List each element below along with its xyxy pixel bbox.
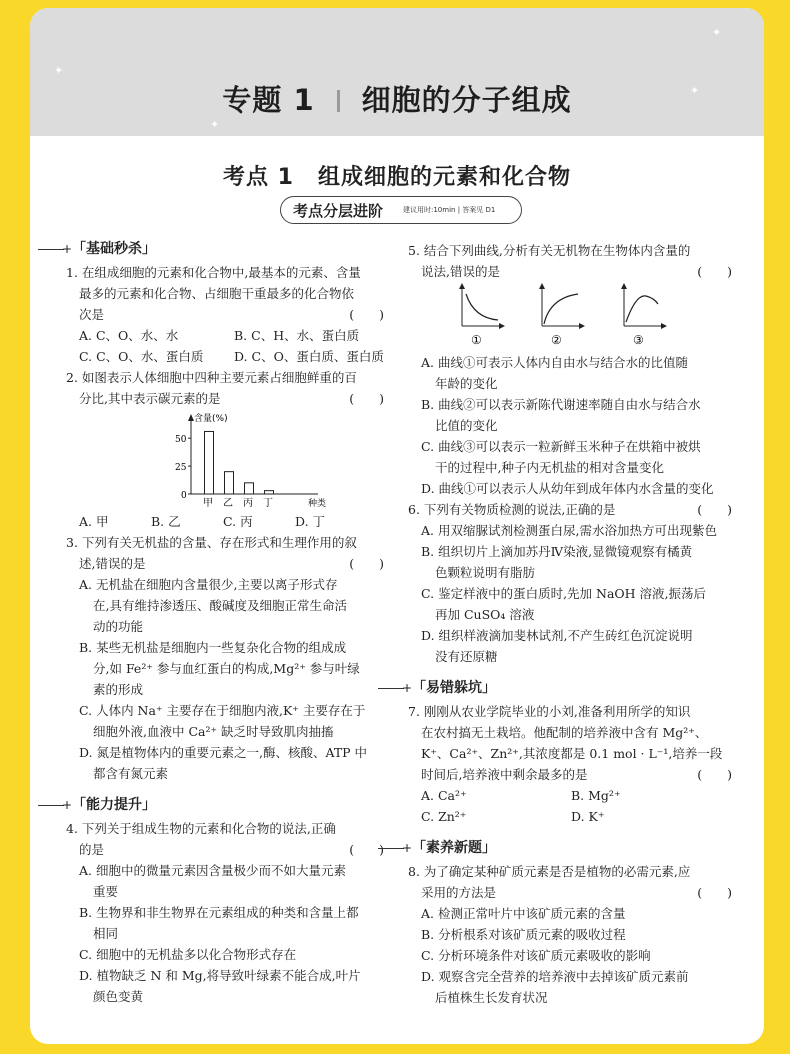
bar-丁 — [265, 491, 274, 494]
curve-figures — [456, 282, 756, 348]
option-d[interactable] — [66, 742, 390, 784]
option-line: C. 曲线③可以表示一粒新鲜玉米种子在烘箱中被烘 — [421, 439, 701, 454]
question-8 — [408, 861, 738, 1008]
title-divider — [337, 90, 340, 112]
left-column — [38, 236, 390, 1007]
option-line: B. 组织切片上滴加苏丹Ⅳ染液,显微镜观察有橘黄 — [421, 544, 693, 559]
curve-1 — [459, 283, 505, 329]
option-d[interactable] — [408, 478, 738, 499]
page-card — [30, 8, 764, 1044]
y-tick-label: 50 — [175, 435, 187, 446]
option-line: C. 鉴定样液中的蛋白质时,先加 NaOH 溶液,振荡后 — [421, 586, 706, 601]
option-line: D. 曲线①可以表示人从幼年到成年体内水含量的变化 — [421, 481, 714, 496]
sparkle-icon: ✦ — [210, 118, 220, 131]
q3-line: 述,错误的是 — [79, 556, 146, 571]
topic-label: 专题 1 — [222, 83, 315, 117]
answer-bracket[interactable]: ( ) — [349, 391, 384, 406]
option-b[interactable] — [66, 637, 390, 700]
option-d[interactable] — [408, 966, 738, 1008]
topic-banner — [30, 8, 764, 136]
option-line: 再加 CuSO₄ 溶液 — [435, 607, 535, 622]
section-pitfall: + 「易错躲坑」 — [378, 675, 738, 701]
question-4 — [38, 818, 390, 1007]
option-line: C. 人体内 Na⁺ 主要存在于细胞内液,K⁺ 主要存在于 — [79, 703, 366, 718]
section-advance: + 「能力提升」 — [38, 792, 390, 818]
option-d[interactable]: D. K⁺ — [571, 809, 605, 824]
y-tick-label: 0 — [181, 491, 187, 501]
question-7 — [408, 701, 738, 827]
option-c[interactable] — [408, 583, 738, 625]
option-a[interactable] — [408, 352, 738, 394]
option-b[interactable] — [66, 902, 390, 944]
option-line: 在,具有维持渗透压、酸碱度及细胞正常生命活 — [93, 598, 347, 613]
option-line: 颜色变黄 — [93, 989, 144, 1004]
option-line: 都含有氮元素 — [93, 766, 169, 781]
badge-main: 考点分层进阶 — [293, 202, 384, 220]
option-line: D. 植物缺乏 N 和 Mg,将导致叶绿素不能合成,叶片 — [79, 968, 361, 983]
option-d[interactable] — [408, 625, 738, 667]
option-c[interactable]: C. 丙 — [223, 514, 253, 529]
option-line: B. 某些无机盐是细胞内一些复杂化合物的组成成 — [79, 640, 347, 655]
option-line: 色颗粒说明有脂肪 — [435, 565, 536, 580]
section-pitfall-label: 「易错躲坑」 — [412, 680, 496, 696]
curve-label-1: ① — [471, 333, 482, 347]
section-literacy-label: 「素养新题」 — [412, 840, 496, 856]
sparkle-icon: ✦ — [54, 64, 64, 77]
q5-line: 5. 结合下列曲线,分析有关无机物在生物体内含量的 — [408, 243, 691, 258]
curve-3 — [621, 283, 667, 329]
option-c[interactable]: C. C、O、水、蛋白质 — [79, 349, 204, 364]
option-line: A. 细胞中的微量元素因含量极少而不如大量元素 — [79, 863, 346, 878]
answer-bracket[interactable]: ( ) — [697, 502, 732, 517]
option-line: D. 观察含完全营养的培养液中去掉该矿质元素前 — [421, 969, 689, 984]
option-a[interactable] — [408, 520, 738, 541]
q2-line: 分比,其中表示碳元素的是 — [79, 391, 221, 406]
topic-title — [30, 78, 764, 119]
option-line: A. 曲线①可表示人体内自由水与结合水的比值随 — [421, 355, 688, 370]
question-1 — [38, 262, 390, 367]
option-a[interactable]: A. 甲 — [79, 514, 109, 529]
y-tick-label: 25 — [175, 463, 187, 474]
question-3 — [38, 532, 390, 784]
option-line: 细胞外液,血液中 Ca²⁺ 缺乏时导致肌肉抽搐 — [93, 724, 334, 739]
option-line: A. 无机盐在细胞内含量很少,主要以离子形式存 — [79, 577, 338, 592]
q4-line: 4. 下列关于组成生物的元素和化合物的说法,正确 — [66, 821, 336, 836]
bar-甲 — [205, 431, 214, 494]
option-line: 没有还原糖 — [435, 649, 498, 664]
element-bar-chart — [168, 409, 338, 509]
x-tick-label: 丙 — [243, 498, 253, 509]
option-b[interactable]: B. C、H、水、蛋白质 — [234, 328, 360, 343]
q8-line: 8. 为了确定某种矿质元素是否是植物的必需元素,应 — [408, 864, 691, 879]
option-c[interactable] — [66, 700, 390, 742]
option-c[interactable] — [66, 944, 390, 965]
q1-line: 最多的元素和化合物、占细胞干重最多的化合物依 — [79, 286, 355, 301]
option-b[interactable]: B. Mg²⁺ — [571, 788, 621, 803]
point-title — [30, 160, 764, 191]
section-literacy: + 「素养新题」 — [378, 835, 738, 861]
option-c[interactable] — [408, 945, 738, 966]
answer-bracket[interactable]: ( ) — [697, 264, 732, 279]
q7-line: K⁺、Ca²⁺、Zn²⁺,其浓度都是 0.1 mol · L⁻¹,培养一段 — [421, 746, 723, 761]
option-line: 比值的变化 — [435, 418, 498, 433]
q1-line: 1. 在组成细胞的元素和化合物中,最基本的元素、含量 — [66, 265, 361, 280]
level-badge — [280, 196, 522, 224]
q7-line: 在农村搞无土栽培。他配制的培养液中含有 Mg²⁺、 — [421, 725, 708, 740]
topic-name: 细胞的分子组成 — [361, 83, 572, 117]
answer-bracket[interactable]: ( ) — [697, 885, 732, 900]
chart-ylabel: 含量(%) — [194, 414, 228, 424]
question-6 — [408, 499, 738, 667]
q7-line: 时间后,培养液中剩余最多的是 — [421, 767, 588, 782]
option-a[interactable] — [408, 903, 738, 924]
x-tick-label: 甲 — [203, 498, 213, 509]
option-line: D. 氮是植物体内的重要元素之一,酶、核酸、ATP 中 — [79, 745, 368, 760]
sparkle-icon: ✦ — [712, 26, 722, 39]
point-name: 组成细胞的元素和化合物 — [317, 165, 571, 190]
curve-label-3: ③ — [633, 333, 644, 347]
bar-丙 — [245, 483, 254, 494]
right-column — [402, 240, 738, 1008]
curve-2 — [539, 283, 585, 329]
question-2 — [38, 367, 390, 532]
option-line: 分,如 Fe²⁺ 参与血红蛋白的构成,Mg²⁺ 参与叶绿 — [93, 661, 360, 676]
answer-bracket[interactable]: ( ) — [349, 842, 384, 857]
option-b[interactable]: B. 乙 — [151, 514, 181, 529]
q4-line: 的是 — [79, 842, 105, 857]
x-tick-label: 丁 — [263, 498, 273, 509]
option-line: 动的功能 — [93, 619, 144, 634]
option-line: A. 检测正常叶片中该矿质元素的含量 — [421, 906, 626, 921]
option-b[interactable] — [408, 924, 738, 945]
x-tick-label: 乙 — [223, 498, 233, 509]
question-5 — [408, 240, 738, 499]
option-line: B. 曲线②可以表示新陈代谢速率随自由水与结合水 — [421, 397, 701, 412]
answer-bracket[interactable]: ( ) — [349, 556, 384, 571]
q5-line: 说法,错误的是 — [421, 264, 500, 279]
option-d[interactable] — [66, 965, 390, 1007]
option-c[interactable] — [408, 436, 738, 478]
option-a[interactable] — [66, 860, 390, 902]
option-line: 年龄的变化 — [435, 376, 498, 391]
q7-line: 7. 刚刚从农业学院毕业的小刘,准备利用所学的知识 — [408, 704, 691, 719]
option-line: C. 分析环境条件对该矿质元素吸收的影响 — [421, 948, 651, 963]
q1-line: 次是 — [79, 307, 105, 322]
option-c[interactable]: C. Zn²⁺ — [421, 809, 467, 824]
option-line: 干的过程中,种子内无机盐的相对含量变化 — [435, 460, 664, 475]
badge-sub: 建议用时:10min | 答案见 D1 — [403, 206, 496, 214]
answer-bracket[interactable]: ( ) — [349, 307, 384, 322]
q8-line: 采用的方法是 — [421, 885, 497, 900]
option-b[interactable] — [408, 541, 738, 583]
option-line: 相同 — [93, 926, 119, 941]
point-label: 考点 1 — [223, 165, 294, 190]
bar-乙 — [225, 472, 234, 494]
option-a[interactable]: A. C、O、水、水 — [79, 328, 179, 343]
option-line: D. 组织样液滴加斐林试剂,不产生砖红色沉淀说明 — [421, 628, 693, 643]
section-advance-label: 「能力提升」 — [72, 797, 156, 813]
section-basic: + 「基础秒杀」 — [38, 236, 390, 262]
option-line: 后植株生长发育状况 — [435, 990, 548, 1005]
chart-xlabel: 种类 — [308, 499, 327, 509]
q6-line: 6. 下列有关物质检测的说法,正确的是 — [408, 502, 616, 517]
option-line: 素的形成 — [93, 682, 144, 697]
option-line: A. 用双缩脲试剂检测蛋白尿,需水浴加热方可出现紫色 — [421, 523, 717, 538]
sparkle-icon: ✦ — [690, 84, 700, 97]
option-line: 重要 — [93, 884, 119, 899]
curve-label-2: ② — [551, 333, 562, 347]
option-a[interactable] — [66, 574, 390, 637]
option-line: C. 细胞中的无机盐多以化合物形式存在 — [79, 947, 297, 962]
section-basic-label: 「基础秒杀」 — [72, 241, 156, 257]
answer-bracket[interactable]: ( ) — [697, 767, 732, 782]
q2-line: 2. 如图表示人体细胞中四种主要元素占细胞鲜重的百 — [66, 370, 357, 385]
option-line: B. 生物界和非生物界在元素组成的种类和含量上都 — [79, 905, 359, 920]
option-a[interactable]: A. Ca²⁺ — [421, 788, 467, 803]
option-d[interactable]: D. C、O、蛋白质、蛋白质 — [234, 349, 384, 364]
option-d[interactable]: D. 丁 — [295, 514, 326, 529]
option-b[interactable] — [408, 394, 738, 436]
option-line: B. 分析根系对该矿质元素的吸收过程 — [421, 927, 626, 942]
q3-line: 3. 下列有关无机盐的含量、存在形式和生理作用的叙 — [66, 535, 357, 550]
